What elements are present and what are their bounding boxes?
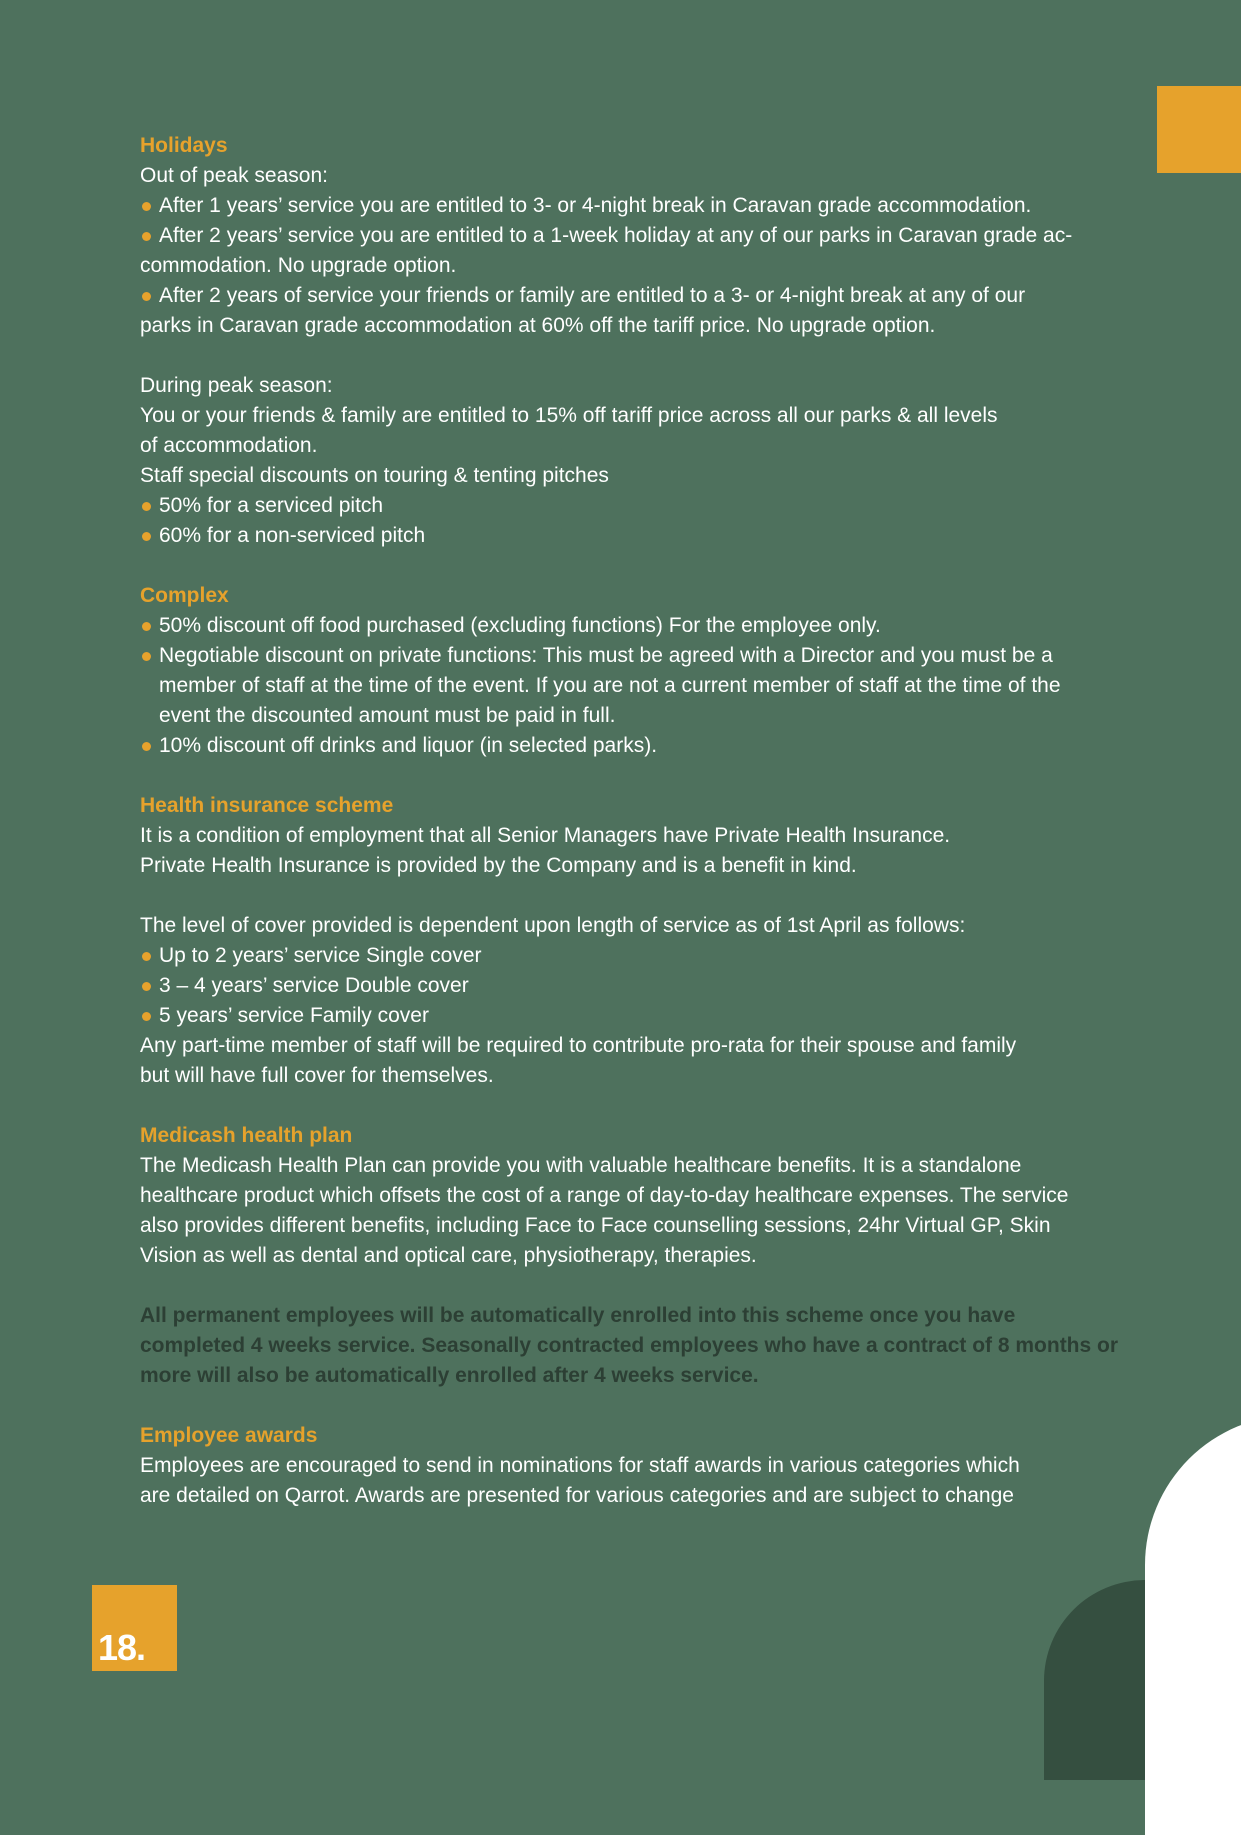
decorative-dark-shape <box>1044 1580 1145 1780</box>
page-number: 18. <box>98 1627 146 1668</box>
cover-item: 5 years’ service Family cover <box>140 1001 1130 1031</box>
page-number-box <box>92 1585 177 1671</box>
complex-item: Negotiable discount on private functions: This must be agreed with a Director and you must be a member of staff at the time of the event. If you are not a current member of staff at the time of the event the discounted amount must be paid in full. <box>140 641 1069 731</box>
health-heading: Health insurance scheme <box>140 794 394 817</box>
out-of-peak-item: After 1 years’ service you are entitled to 3- or 4-night break in Caravan grade accommodation. <box>140 191 1130 221</box>
out-of-peak-item: After 2 years’ service you are entitled to a 1-week holiday at any of our parks in Caravan grade ac-commodation. No upgrade option. <box>140 221 1130 281</box>
pitch-item: 60% for a non-serviced pitch <box>140 521 1130 551</box>
pitch-label: Staff special discounts on touring & tenting pitches <box>140 464 609 487</box>
decorative-white-shape <box>1145 1415 1241 1835</box>
peak-text: You or your friends & family are entitled to 15% off tariff price across all our parks & all levels of accommodation. <box>140 404 998 457</box>
awards-heading: Employee awards <box>140 1424 318 1447</box>
peak-label: During peak season: <box>140 374 333 397</box>
cover-label: The level of cover provided is dependent upon length of service as of 1st April as follows: <box>140 914 966 937</box>
out-of-peak-item: After 2 years of service your friends or family are entitled to a 3- or 4-night break at any of our parks in Caravan grade accommodation at 60% off the tariff price. No upgrade option. <box>140 281 1080 341</box>
awards-text: Employees are encouraged to send in nominations for staff awards in various categories which are detailed on Qarrot. Awards are presented for various categories and are subject to change <box>140 1454 1020 1507</box>
cover-item: 3 – 4 years’ service Double cover <box>140 971 1130 1001</box>
pitch-item: 50% for a serviced pitch <box>140 491 1130 521</box>
medicash-enrolment-note: All permanent employees will be automatically enrolled into this scheme once you have completed 4 weeks service. Seasonally contracted employees who have a contract of 8 months or more will also be automatically enrolled after 4 weeks service. <box>140 1304 1119 1387</box>
health-intro: It is a condition of employment that all Senior Managers have Private Health Insurance. <box>140 824 951 847</box>
complex-heading: Complex <box>140 584 229 607</box>
page-content <box>140 131 1130 1511</box>
medicash-heading: Medicash health plan <box>140 1124 353 1147</box>
medicash-text: The Medicash Health Plan can provide you with valuable healthcare benefits. It is a standalone healthcare product which offsets the cost of a range of day-to-day healthcare expenses. The service also provides different benefits, including Face to Face counselling sessions, 24hr Virtual GP, Skin Vision as well as dental and optical care, physiotherapy, therapies. <box>140 1154 1069 1267</box>
complex-item: 50% discount off food purchased (excluding functions) For the employee only. <box>140 611 1130 641</box>
complex-item: 10% discount off drinks and liquor (in selected parks). <box>140 731 1130 761</box>
corner-tab <box>1157 86 1241 173</box>
out-of-peak-label: Out of peak season: <box>140 164 328 187</box>
part-time-text: Any part-time member of staff will be required to contribute pro-rata for their spouse and family but will have full cover for themselves. <box>140 1034 1017 1087</box>
cover-item: Up to 2 years’ service Single cover <box>140 941 1130 971</box>
health-intro: Private Health Insurance is provided by the Company and is a benefit in kind. <box>140 854 857 877</box>
holidays-heading: Holidays <box>140 134 228 157</box>
